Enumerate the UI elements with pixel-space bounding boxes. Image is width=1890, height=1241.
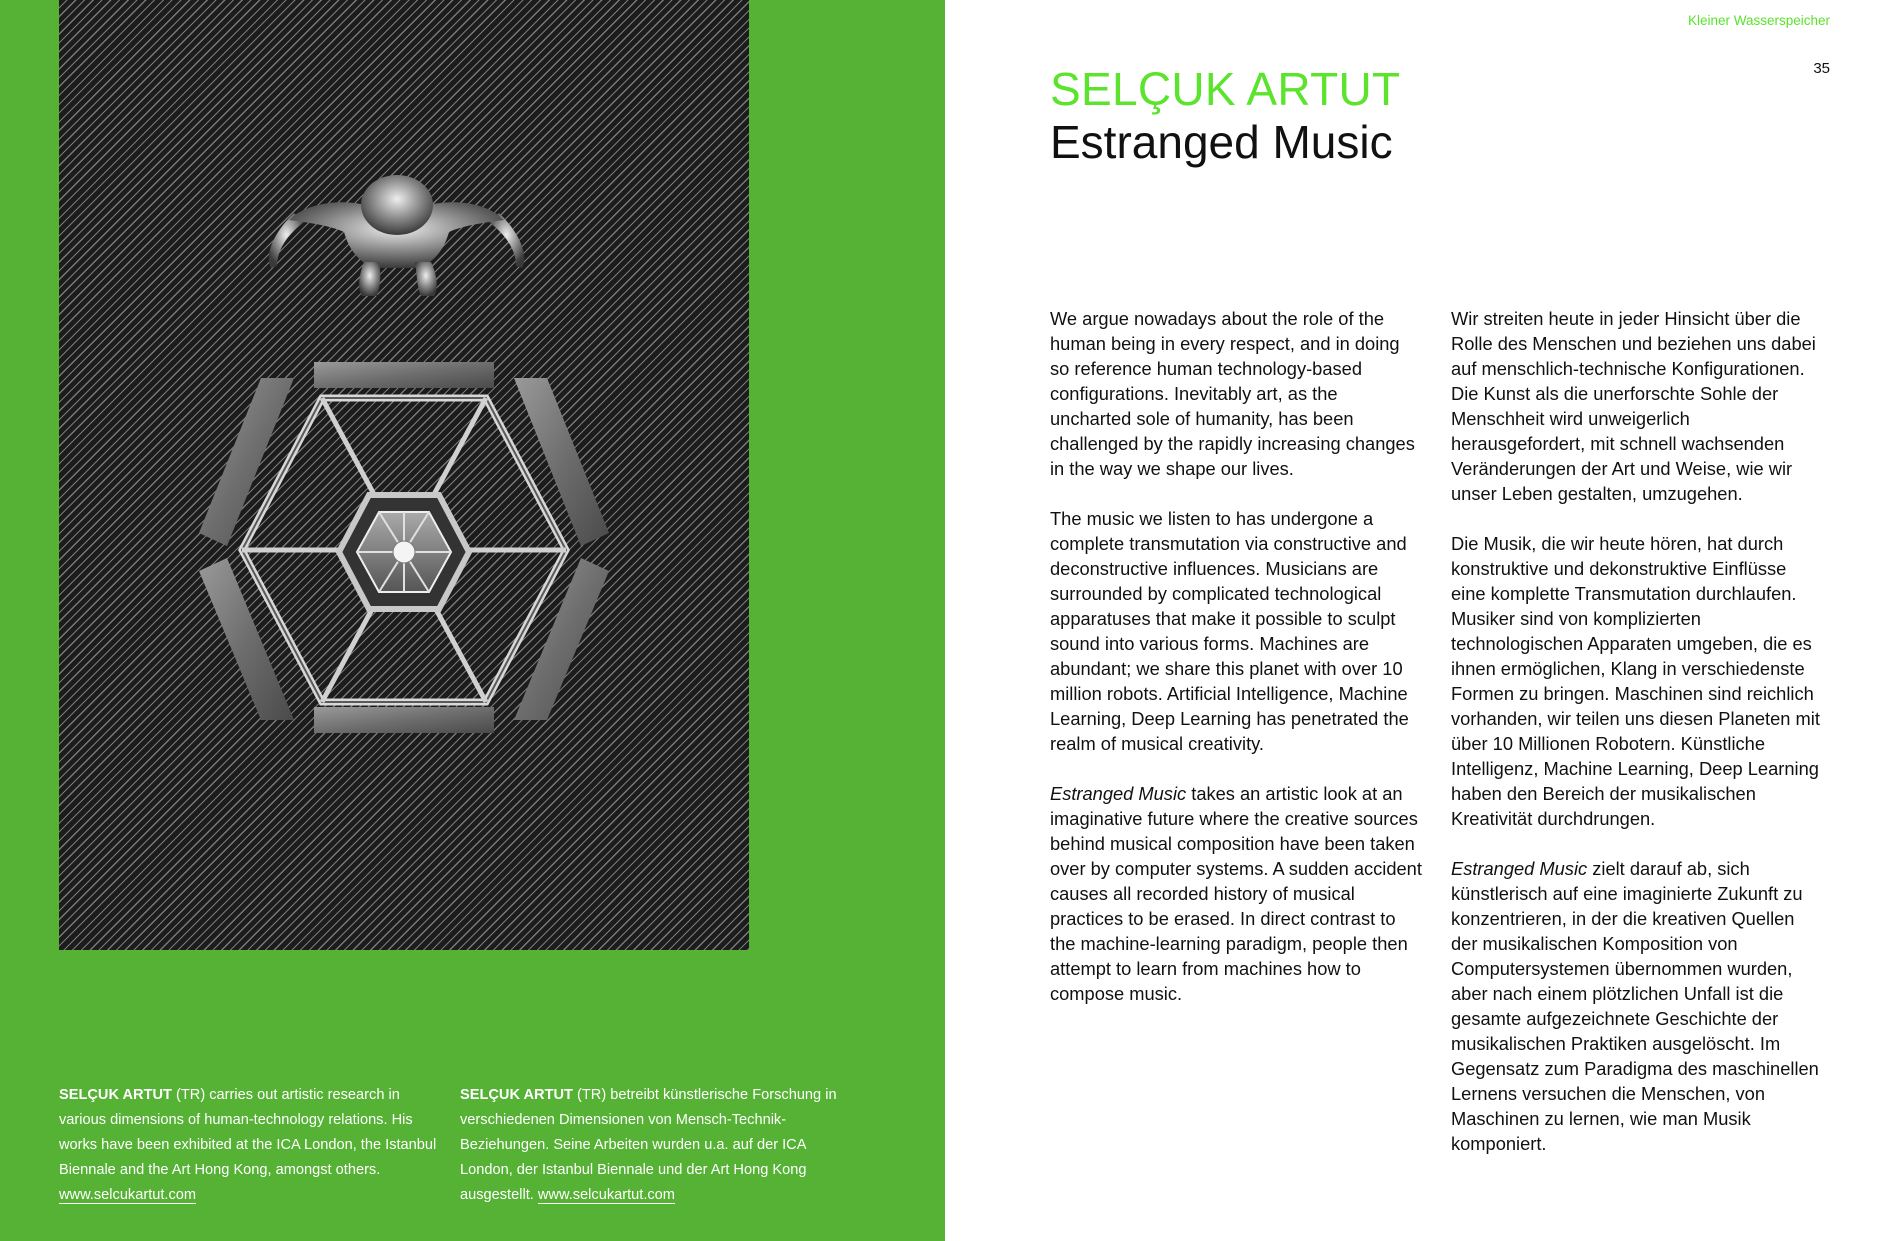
bio-country: (TR) bbox=[572, 1087, 607, 1103]
human-figure bbox=[269, 175, 524, 296]
artist-website-link[interactable]: www.selcukartut.com bbox=[59, 1187, 197, 1203]
bio-text: betreibt künstlerische Forschung in verschiedenen Dimensionen von Mensch-Technik-Beziehungen. Seine Arbeiten wurden u.a. auf der ICA London, der Istanbul Biennale und der Art Hong Kong ausgestellt. bbox=[460, 1087, 837, 1203]
paragraph: Wir streiten heute in jeder Hinsicht über die Rolle des Menschen und beziehen uns dabei auf menschlich-technische Konfigurationen. Die Kunst als die unerforschte Sohle der Menschheit wird unweigerlich herausgefordert, mit schnell wachsenden Veränderungen der Art und Weise, wie wir unser Leben gestalten, umzugehen. bbox=[1451, 308, 1816, 504]
artist-name-heading: SELÇUK ARTUT bbox=[1050, 63, 1401, 115]
artist-website-link[interactable]: www.selcukartut.com bbox=[537, 1187, 675, 1203]
bio-artist-name: SELÇUK ARTUT bbox=[460, 1087, 573, 1103]
paragraph: Die Musik, die wir heute hören, hat durch konstruktive und dekonstruktive Einflüsse eine komplette Transmutation durchlaufen. Musiker sind von komplizierten technologischen Apparaten umgeben, die es ihnen ermöglichen, Klang in verschiedenste Formen zu bringen. Maschinen sind reichlich vorhanden, wir teilen uns diesen Planeten mit über 10 Millionen Robotern. Künstliche Intelligenz, Machine Learning, Deep Learning haben den Bereich der musikalischen Kreativität durchdrungen. bbox=[1451, 533, 1820, 829]
paragraph bbox=[1050, 781, 1422, 1006]
bio-text: carries out artistic research in various dimensions of human-technology relations. His works have been exhibited at the ICA London, the Istanbul Biennale and the Art Hong Kong, amongst others. bbox=[59, 1087, 437, 1178]
bio-artist-name: SELÇUK ARTUT bbox=[59, 1087, 172, 1103]
artist-bio-english bbox=[59, 1083, 439, 1208]
body-column-german bbox=[1451, 306, 1823, 1181]
bio-country: (TR) bbox=[171, 1087, 206, 1103]
paragraph-text: zielt darauf ab, sich künstlerisch auf eine imaginierte Zukunft zu konzentrieren, in der die kreativen Quellen der musikalischen Komposition von Computersystemen übernommen wurden, aber nach einem plötzlichen Unfall ist die gesamte aufgezeichnete Geschichte der musikalischen Praktiken ausgelöscht. Im Gegensatz zum Paradigma des maschinellen Lernens versuchen die Menschen, von Maschinen zu lernen, wie man Musik komponiert. bbox=[1451, 858, 1819, 1154]
paragraph: We argue nowadays about the role of the human being in every respect, and in doing so reference human technology-based configurations. Inevitably art, as the uncharted sole of humanity, has been challenged by the rapidly increasing changes in the way we shape our lives. bbox=[1050, 308, 1415, 479]
paragraph bbox=[1451, 856, 1823, 1156]
running-head: Kleiner Wasserspeicher bbox=[1687, 13, 1830, 28]
artist-bio-german bbox=[460, 1083, 840, 1208]
paragraph: The music we listen to has undergone a complete transmutation via constructive and deconstructive influences. Musicians are surrounded by complicated technological apparatuses that make it possible to sculpt sound into various forms. Machines are abundant; we share this planet with over 10 million robots. Artificial Intelligence, Machine Learning, Deep Learning has penetrated the realm of musical creativity. bbox=[1050, 508, 1409, 754]
body-column-english bbox=[1050, 306, 1422, 1031]
work-title-italic: Estranged Music bbox=[1451, 858, 1588, 879]
work-title-heading: Estranged Music bbox=[1050, 116, 1393, 168]
page-number: 35 bbox=[1813, 60, 1830, 77]
hexagon-structure bbox=[199, 362, 609, 733]
artwork-image bbox=[59, 0, 749, 950]
right-page bbox=[945, 0, 1890, 1241]
paragraph-text: takes an artistic look at an imaginative future where the creative sources behind musical composition have been taken over by computer systems. A sudden accident causes all recorded history of musical practices to be erased. In direct contrast to the machine-learning paradigm, people then attempt to learn from machines how to compose music. bbox=[1050, 783, 1422, 1004]
work-title-italic: Estranged Music bbox=[1050, 783, 1187, 804]
artwork-illustration bbox=[59, 0, 749, 950]
